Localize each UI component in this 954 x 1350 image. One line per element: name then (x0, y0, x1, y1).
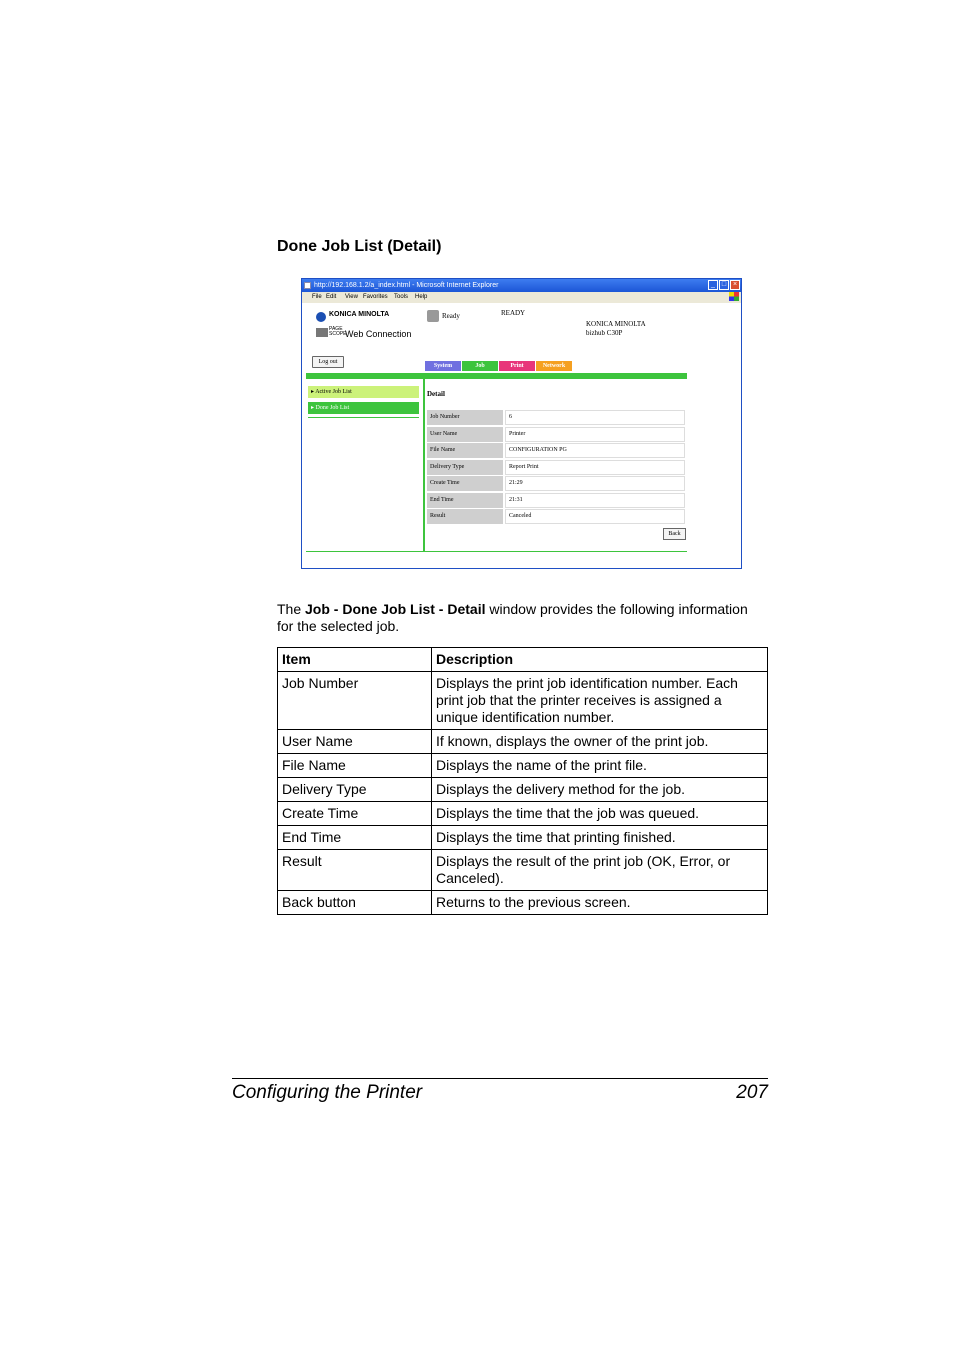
detail-key: Job Number (427, 410, 503, 425)
table-cell: Displays the time that printing finished. (432, 826, 768, 850)
detail-key: Result (427, 509, 503, 524)
browser-titlebar (302, 279, 741, 292)
pagescope-text: Web Connection (345, 329, 412, 339)
table-cell: Displays the time that the job was queued. (432, 802, 768, 826)
tab-job[interactable]: Job (462, 361, 498, 371)
konica-logo-icon (316, 312, 326, 322)
column-header-description: Description (432, 648, 768, 672)
table-cell: Create Time (278, 802, 432, 826)
intro-bold: Job - Done Job List - Detail (305, 601, 486, 617)
table-cell: End Time (278, 826, 432, 850)
pagescope-mark: PAGE SCOPE (329, 326, 347, 337)
footer-rule (232, 1078, 768, 1079)
detail-row (427, 509, 685, 524)
table-cell: Returns to the previous screen. (432, 891, 768, 915)
detail-value: Printer (505, 427, 685, 442)
detail-row (427, 427, 685, 442)
sidebar-divider (308, 417, 419, 418)
status-main: READY (501, 309, 526, 317)
pagescope-logo-icon (316, 328, 328, 337)
section-title: Done Job List (Detail) (277, 238, 442, 255)
table-row (278, 778, 768, 802)
konica-logo-text: KONICA MINOLTA (329, 311, 390, 318)
table-row (278, 802, 768, 826)
menu-file: File (312, 294, 322, 300)
detail-key: Create Time (427, 476, 503, 491)
sidebar-label: Done Job List (315, 405, 350, 411)
footer-divider (306, 551, 687, 552)
menu-tools: Tools (394, 294, 409, 300)
windows-logo-icon (729, 292, 739, 301)
sidebar-item-active-job-list[interactable]: ▸ Active Job List (308, 386, 419, 398)
detail-value: 6 (505, 410, 685, 425)
detail-row (427, 493, 685, 508)
detail-value: Canceled (505, 509, 685, 524)
back-button[interactable]: Back (663, 528, 686, 540)
detail-value: 21:31 (505, 493, 685, 508)
tab-system[interactable]: System (425, 361, 461, 371)
table-row (278, 672, 768, 730)
table-cell: Displays the delivery method for the job. (432, 778, 768, 802)
browser-screenshot (301, 278, 742, 569)
sidebar-label: Active Job List (315, 389, 352, 395)
menu-view: View (345, 294, 358, 300)
intro-text: The (277, 601, 306, 617)
tab-underline-bar (306, 373, 687, 379)
detail-row (427, 410, 685, 425)
detail-heading: Detail (427, 390, 445, 398)
maximize-icon: □ (719, 280, 729, 290)
minimize-icon: _ (708, 280, 718, 290)
model-line-1: KONICA MINOLTA (586, 320, 646, 328)
menu-favorites: Favorites (363, 294, 388, 300)
detail-value: 21:29 (505, 476, 685, 491)
table-header-row (278, 648, 768, 672)
detail-value: Report Print (505, 460, 685, 475)
printer-icon (427, 310, 439, 322)
browser-menubar (302, 292, 741, 303)
table-cell: Back button (278, 891, 432, 915)
column-header-item: Item (278, 648, 432, 672)
description-table (277, 647, 768, 915)
table-row (278, 850, 768, 891)
table-row (278, 891, 768, 915)
detail-key: Delivery Type (427, 460, 503, 475)
table-cell: Displays the name of the print file. (432, 754, 768, 778)
menu-help: Help (415, 294, 428, 300)
table-row (278, 730, 768, 754)
intro-paragraph (277, 601, 767, 635)
window-title: http://192.168.1.2/a_index.html - Microsoft Internet Explorer (314, 282, 499, 289)
detail-row (427, 460, 685, 475)
intro-text: window provides the following information for the selected job. (277, 601, 748, 634)
page-icon (304, 282, 311, 289)
table-row (278, 826, 768, 850)
logout-button[interactable]: Log out (312, 356, 344, 368)
detail-key: File Name (427, 443, 503, 458)
sidebar-item-done-job-list[interactable]: ▸ Done Job List (308, 402, 419, 414)
detail-value: CONFIGURATION PG (505, 443, 685, 458)
table-cell: Displays the print job identification number. Each print job that the printer receives is assigned a unique identification number. (432, 672, 768, 730)
detail-key: User Name (427, 427, 503, 442)
page-number: 207 (736, 1082, 768, 1103)
detail-row (427, 476, 685, 491)
tab-print[interactable]: Print (499, 361, 535, 371)
table-row (278, 754, 768, 778)
detail-key: End Time (427, 493, 503, 508)
status-small: Ready (442, 312, 460, 320)
table-cell: Delivery Type (278, 778, 432, 802)
table-cell: User Name (278, 730, 432, 754)
table-cell: If known, displays the owner of the print job. (432, 730, 768, 754)
model-line-2: bizhub C30P (586, 329, 623, 337)
table-cell: Result (278, 850, 432, 891)
content-divider (423, 379, 425, 551)
close-icon: × (730, 280, 740, 290)
footer-title: Configuring the Printer (232, 1082, 423, 1103)
detail-row (427, 443, 685, 458)
table-cell: Displays the result of the print job (OK, Error, or Canceled). (432, 850, 768, 891)
menu-edit: Edit (326, 294, 337, 300)
tab-network[interactable]: Network (536, 361, 572, 371)
table-cell: Job Number (278, 672, 432, 730)
table-cell: File Name (278, 754, 432, 778)
